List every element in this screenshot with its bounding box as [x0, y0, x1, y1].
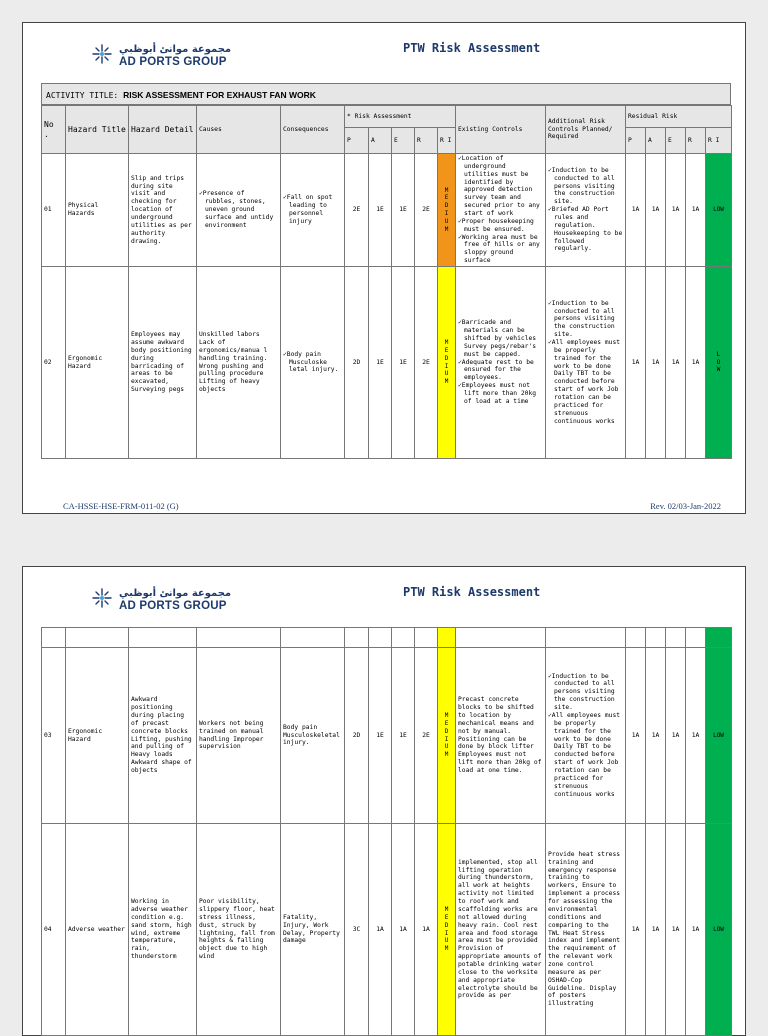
- row-no: 02: [42, 267, 66, 459]
- causes-item: ✓ Presence of rubbles, stones, uneven ground surface and untidy environment: [199, 190, 278, 229]
- logo-arabic-text: مجموعة موانئ أبوظبي: [119, 44, 232, 55]
- form-code: CA-HSSE-HSE-FRM-011-02 (G): [63, 501, 179, 511]
- logo-english-text: AD PORTS GROUP: [119, 600, 227, 612]
- risk-r: 2E: [415, 648, 438, 824]
- document-title: PTW Risk Assessment: [403, 585, 541, 599]
- risk-rank-cell: [438, 267, 456, 459]
- risk-rank-text: M E D I U M: [444, 906, 449, 953]
- row-no: 03: [42, 648, 66, 824]
- residual-r: 1A: [686, 267, 706, 459]
- col-r: R: [415, 128, 438, 154]
- risk-a: 1E: [369, 267, 392, 459]
- residual-rank-text: LOW: [713, 731, 724, 739]
- row-no: 04: [42, 824, 66, 1036]
- document-title: PTW Risk Assessment: [403, 41, 541, 55]
- table-row: [42, 154, 732, 267]
- hazard-title: Ergonomic Hazard: [66, 267, 129, 459]
- residual-rank-cell: [706, 824, 732, 1036]
- residual-e: 1A: [666, 267, 686, 459]
- risk-rank-cell: [438, 824, 456, 1036]
- col-residual-ri: R I: [706, 128, 732, 154]
- residual-p: 1A: [626, 824, 646, 1036]
- risk-e: 1E: [392, 267, 415, 459]
- residual-rank-text: L O W: [716, 350, 721, 374]
- col-residual-a: A: [646, 128, 666, 154]
- col-hazard-title: Hazard Title: [66, 106, 129, 154]
- activity-title-value: RISK ASSESSMENT FOR EXHAUST FAN WORK: [123, 90, 316, 100]
- residual-rank-text: LOW: [713, 925, 724, 933]
- consequences: Fatality, Injury, Work Delay, Property damage: [281, 824, 345, 1036]
- page-2: [22, 566, 746, 1036]
- additional-control-item: ✓ All employees must be properly trained for the work to be done Daily TBT to be conducted before start of work Job rotation can be practiced for strenuous continuous works: [548, 339, 623, 425]
- col-existing-controls: Existing Controls: [456, 106, 546, 154]
- risk-table-page-1: [41, 105, 732, 459]
- risk-rank-cell: [438, 154, 456, 267]
- hazard-detail: Working in adverse weather condition e.g. sand storm, high wind, extreme temperature, rain, thunderstorm: [129, 824, 197, 1036]
- existing-control-item: ✓ Location of underground utilities must be identified by approved detection survey team and secured prior to any start of work: [458, 155, 543, 218]
- activity-title-bar: [41, 83, 731, 105]
- risk-e: 1E: [392, 154, 415, 267]
- causes: [197, 154, 281, 267]
- col-consequences: Consequences: [281, 106, 345, 154]
- risk-rank-text: M E D I U M: [444, 712, 449, 759]
- col-additional-controls: Additional Risk Controls Planned/ Required: [546, 106, 626, 154]
- col-a: A: [369, 128, 392, 154]
- existing-controls: [456, 154, 546, 267]
- continuation-row: [42, 628, 732, 648]
- residual-e: 1A: [666, 648, 686, 824]
- col-ri: R I: [438, 128, 456, 154]
- causes: Workers not being trained on manual handling Improper supervision: [197, 648, 281, 824]
- residual-a: 1A: [646, 267, 666, 459]
- col-p: P: [345, 128, 369, 154]
- existing-controls: implemented, stop all lifting operation during thunderstorm, all work at heights activity not limited to roof work and scaffolding works are not allowed during heavy rain. Cool rest area and food storage area must be provided Provision of appropriate amounts of potable drinking water close to the worksite and appropriate electrolyte should be provide as per: [456, 824, 546, 1036]
- col-risk-assessment: * Risk Assessment: [345, 106, 456, 128]
- additional-control-item: ✓ Briefed AD Port rules and regulation. Housekeeping to be followed regularly.: [548, 206, 623, 253]
- hazard-detail: Slip and trips during site visit and checking for location of underground utilities as per authority drawing.: [129, 154, 197, 267]
- consequences: [281, 267, 345, 459]
- hazard-title: Ergonomic Hazard: [66, 648, 129, 824]
- col-residual-p: P: [626, 128, 646, 154]
- hazard-detail: Employees may assume awkward body positioning during barricading of areas to be excavated, Surveying pegs: [129, 267, 197, 459]
- risk-e: 1E: [392, 648, 415, 824]
- ad-ports-emblem-icon: [91, 587, 113, 609]
- additional-controls: [546, 154, 626, 267]
- risk-rank-text: M E D I U M: [444, 339, 449, 386]
- risk-table-page-2: [41, 627, 732, 1036]
- table-row: [42, 824, 732, 1036]
- residual-e: 1A: [666, 154, 686, 267]
- row-no: 01: [42, 154, 66, 267]
- existing-controls: [456, 267, 546, 459]
- residual-rank-cell: [706, 267, 732, 459]
- risk-p: 2D: [345, 267, 369, 459]
- residual-p: 1A: [626, 154, 646, 267]
- existing-control-item: ✓ Adequate rest to be ensured for the employees.: [458, 359, 543, 383]
- logo-arabic-text: مجموعة موانئ أبوظبي: [119, 588, 232, 599]
- col-e: E: [392, 128, 415, 154]
- risk-a: 1A: [369, 824, 392, 1036]
- table-row: [42, 648, 732, 824]
- residual-r: 1A: [686, 648, 706, 824]
- risk-p: 2E: [345, 154, 369, 267]
- col-residual-r: R: [686, 128, 706, 154]
- table-row: [42, 267, 732, 459]
- existing-control-item: ✓ Working area must be free of hills or any sloppy ground surface: [458, 234, 543, 265]
- hazard-detail: Awkward positioning during placing of precast concrete blocks Lifting, pushing and pulling of Heavy loads Awkward shape of objects: [129, 648, 197, 824]
- risk-rank-cell: [438, 648, 456, 824]
- revision: Rev. 02/03-Jan-2022: [650, 501, 721, 511]
- residual-p: 1A: [626, 648, 646, 824]
- col-residual-risk: Residual Risk: [626, 106, 732, 128]
- hazard-title: Physical Hazards: [66, 154, 129, 267]
- risk-r: 1A: [415, 824, 438, 1036]
- residual-a: 1A: [646, 154, 666, 267]
- risk-p: 3C: [345, 824, 369, 1036]
- risk-rank-text: M E D I U M: [444, 186, 449, 233]
- causes: Poor visibility, slippery floor, heat stress illness, dust, struck by lightning, fall from heights & falling object due to high wind: [197, 824, 281, 1036]
- page-1: [22, 22, 746, 514]
- residual-r: 1A: [686, 154, 706, 267]
- causes: Unskilled labors Lack of ergonomics/manua l handling training. Wrong pushing and pulling procedure Lifting of heavy objects: [197, 267, 281, 459]
- existing-controls: Precast concrete blocks to be shifted to location by mechanical means and not by manual. Positioning can be done by block lifter Employees must not lift more than 20kg of load at one time.: [456, 648, 546, 824]
- consequences-item: ✓ Fall on spot leading to personnel injury: [283, 194, 342, 225]
- risk-e: 1A: [392, 824, 415, 1036]
- col-residual-e: E: [666, 128, 686, 154]
- additional-controls: Provide heat stress training and emergency response training to workers, Ensure to implement a process for assessing the environmental conditions and comparing to the TWL Heat Stress index and implement the requirement of the relevant work zone control measure as per OSHAD-Cop Guideline. Display of posters illustrating: [546, 824, 626, 1036]
- ad-ports-logo: [91, 43, 231, 73]
- additional-control-item: ✓ Induction to be conducted to all persons visiting the construction site.: [548, 673, 623, 712]
- additional-control-item: ✓ Induction to be conducted to all persons visiting the construction site.: [548, 300, 623, 339]
- consequences: Body pain Musculoskeletal injury.: [281, 648, 345, 824]
- existing-control-item: ✓ Employees must not lift more than 20kg of load at a time: [458, 382, 543, 406]
- residual-rank-cell: [706, 648, 732, 824]
- residual-rank-text: LOW: [713, 206, 724, 214]
- col-hazard-detail: Hazard Detail: [129, 106, 197, 154]
- additional-control-item: ✓ Induction to be conducted to all persons visiting the construction site.: [548, 167, 623, 206]
- residual-p: 1A: [626, 267, 646, 459]
- residual-r: 1A: [686, 824, 706, 1036]
- col-no: No .: [42, 106, 66, 154]
- consequences: [281, 154, 345, 267]
- residual-e: 1A: [666, 824, 686, 1036]
- risk-a: 1E: [369, 154, 392, 267]
- additional-control-item: ✓ All employees must be properly trained for the work to be done Daily TBT to be conducted before start of work Job rotation can be practiced for strenuous continuous works: [548, 712, 623, 798]
- col-causes: Causes: [197, 106, 281, 154]
- additional-controls: [546, 648, 626, 824]
- activity-title-label: ACTIVITY TITLE:: [46, 91, 119, 100]
- additional-controls: [546, 267, 626, 459]
- consequences-item: ✓ Body pain Musculoske letal injury.: [283, 351, 342, 375]
- risk-a: 1E: [369, 648, 392, 824]
- existing-control-item: ✓ Proper housekeeping must be ensured.: [458, 218, 543, 234]
- residual-rank-cell: [706, 154, 732, 267]
- existing-control-item: ✓ Barricade and materials can be shifted by vehicles Survey pegs/rebar's must be capped.: [458, 319, 543, 358]
- risk-p: 2D: [345, 648, 369, 824]
- hazard-title: Adverse weather: [66, 824, 129, 1036]
- risk-r: 2E: [415, 154, 438, 267]
- ad-ports-logo: [91, 587, 231, 617]
- residual-a: 1A: [646, 824, 666, 1036]
- ad-ports-emblem-icon: [91, 43, 113, 65]
- residual-a: 1A: [646, 648, 666, 824]
- risk-r: 2E: [415, 267, 438, 459]
- logo-english-text: AD PORTS GROUP: [119, 56, 227, 68]
